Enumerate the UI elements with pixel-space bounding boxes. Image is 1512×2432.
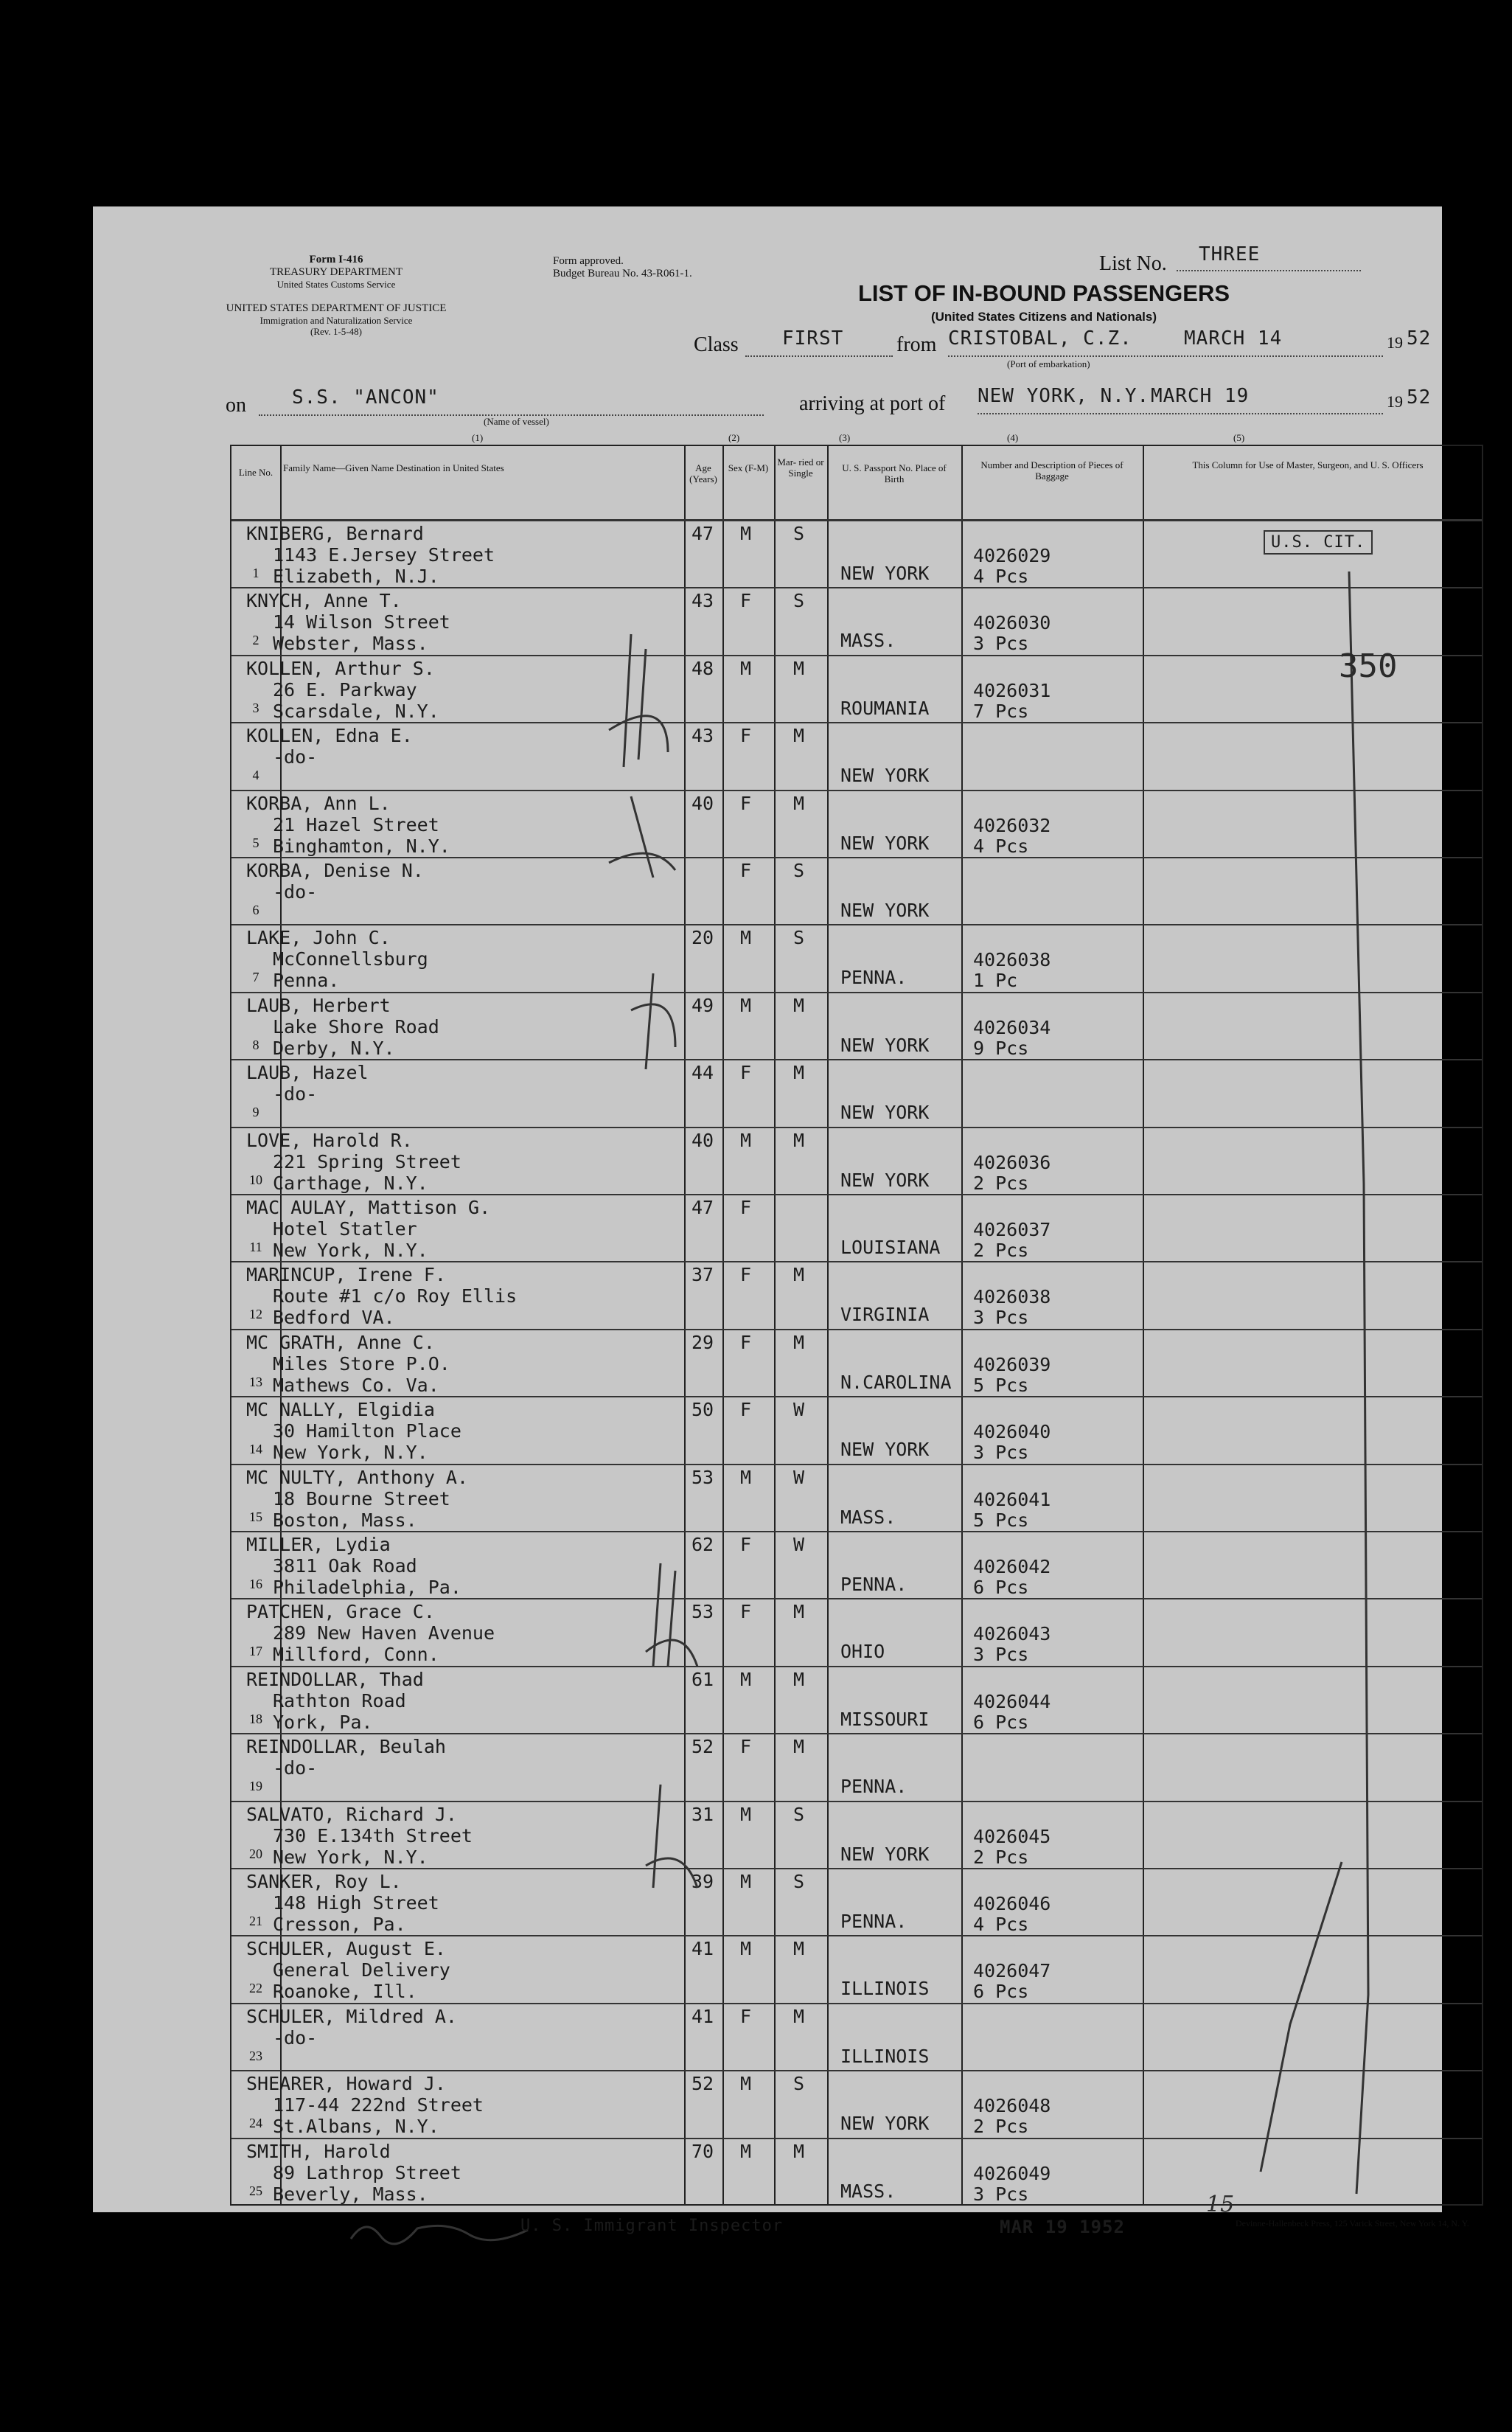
address-line-1: 26 E. Parkway — [273, 678, 417, 701]
list-no-label: List No. — [1099, 252, 1167, 275]
passenger-sex: M — [740, 657, 752, 679]
baggage-pieces: 3 Pcs — [973, 1644, 1029, 1666]
place-of-birth: N.CAROLINA — [840, 1371, 952, 1393]
page-title: LIST OF IN-BOUND PASSENGERS — [857, 280, 1230, 306]
passenger-sex: F — [740, 725, 752, 747]
col-header-name: Family Name—Given Name Destination in United States — [283, 462, 504, 473]
col-header-officers: This Column for Use of Master, Surgeon, and U. S. Officers — [1192, 459, 1424, 470]
passenger-sex: F — [740, 1197, 752, 1218]
passenger-sex: F — [740, 792, 752, 814]
baggage-number: 4026039 — [973, 1353, 1051, 1375]
handwritten-page-number: 350 — [1339, 647, 1398, 685]
passenger-age: 43 — [691, 590, 714, 612]
baggage-number: 4026029 — [973, 545, 1051, 566]
place-of-birth: NEW YORK — [840, 832, 930, 854]
dept-justice-sub: Immigration and Naturalization Service — [259, 315, 413, 326]
handwritten-marks — [565, 619, 786, 2168]
row-line-number: 9 — [252, 1105, 259, 1120]
baggage-pieces: 2 Pcs — [973, 1846, 1029, 1868]
passenger-age: 41 — [691, 2005, 714, 2027]
form-revision: (Rev. 1-5-48) — [310, 326, 362, 337]
col-number-5: (5) — [1233, 432, 1245, 443]
from-field — [948, 327, 1383, 357]
address-line-1: 21 Hazel Street — [273, 813, 439, 835]
baggage-pieces: 4 Pcs — [973, 1914, 1029, 1935]
baggage-number: 4026036 — [973, 1151, 1051, 1173]
row-line-number: 17 — [249, 1644, 262, 1659]
baggage-pieces: 2 Pcs — [973, 2116, 1029, 2138]
row-line-number: 6 — [252, 903, 259, 917]
address-line-1: Hotel Statler — [273, 1218, 417, 1240]
passenger-sex: M — [740, 2073, 752, 2095]
address-line-1: Lake Shore Road — [273, 1015, 439, 1038]
place-of-birth: PENNA. — [840, 1776, 907, 1798]
row-line-number: 13 — [249, 1374, 262, 1389]
address-line-2: Derby, N.Y. — [273, 1037, 395, 1059]
us-cit-stamp-text: U.S. CIT. — [1271, 533, 1366, 552]
address-line-2: Boston, Mass. — [273, 1509, 417, 1531]
passenger-sex: M — [740, 1871, 752, 1892]
baggage-number: 4026043 — [973, 1623, 1051, 1645]
passenger-age: 37 — [691, 1264, 714, 1286]
col-header-age: Age (Years) — [689, 462, 717, 484]
vessel-name: S.S. "ANCON" — [292, 386, 439, 409]
passenger-name: MC NULTY, Anthony A. — [246, 1466, 469, 1488]
address-line-1: -do- — [273, 2026, 318, 2049]
row-line-number: 18 — [249, 1711, 262, 1726]
marital-status: S — [793, 2073, 805, 2095]
address-line-2: Mathews Co. Va. — [273, 1374, 439, 1396]
place-of-birth: MISSOURI — [840, 1708, 930, 1730]
vessel-field — [259, 386, 764, 416]
address-line-1: 289 New Haven Avenue — [273, 1622, 495, 1644]
passenger-name: KNIBERG, Bernard — [246, 523, 424, 544]
address-line-2: Penna. — [273, 970, 340, 992]
passenger-age: 49 — [691, 994, 714, 1016]
passenger-age: 47 — [691, 523, 714, 544]
dept-treasury: TREASURY DEPARTMENT — [269, 266, 403, 278]
baggage-number: 4026049 — [973, 2162, 1051, 2184]
passenger-name: REINDOLLAR, Thad — [246, 1668, 424, 1690]
dept-justice: UNITED STATES DEPARTMENT OF JUSTICE — [226, 302, 447, 314]
form-header-justice — [218, 302, 454, 337]
passenger-sex: M — [740, 994, 752, 1016]
row-line-number: 11 — [249, 1240, 262, 1254]
passenger-sex: M — [740, 1803, 752, 1825]
address-line-1: -do- — [273, 881, 318, 903]
row-line-number: 23 — [249, 2048, 262, 2063]
marital-status: W — [793, 1534, 805, 1555]
address-line-2: Carthage, N.Y. — [273, 1172, 428, 1194]
arrival-field — [978, 385, 1383, 414]
baggage-number: 4026041 — [973, 1488, 1051, 1510]
address-line-2: St.Albans, N.Y. — [273, 2116, 439, 2138]
budget-text: Budget Bureau No. 43-R061-1. — [553, 268, 692, 279]
row-line-number: 5 — [252, 835, 259, 850]
place-of-birth: NEW YORK — [840, 900, 930, 921]
baggage-number: 4026038 — [973, 1286, 1051, 1308]
passenger-sex: M — [740, 927, 752, 949]
marital-status: M — [793, 1264, 805, 1286]
baggage-pieces: 2 Pcs — [973, 1172, 1029, 1194]
passenger-sex: F — [740, 1534, 752, 1555]
row-line-number: 12 — [249, 1307, 262, 1322]
row-line-number: 3 — [252, 700, 259, 715]
printer-imprint: Devinne-Hallenbeck Press, 125 Varick Street, New York 14, N. Y. — [1236, 2218, 1469, 2228]
address-line-2: Roanoke, Ill. — [273, 1981, 417, 2003]
address-line-1: 14 Wilson Street — [273, 611, 450, 633]
passenger-name: SALVATO, Richard J. — [246, 1803, 457, 1825]
place-of-birth: NEW YORK — [840, 1843, 930, 1865]
address-line-1: 3811 Oak Road — [273, 1555, 417, 1577]
marital-status: M — [793, 2005, 805, 2027]
address-line-1: 221 Spring Street — [273, 1150, 461, 1172]
passenger-name: SCHULER, August E. — [246, 1938, 446, 1960]
from-port: CRISTOBAL, C.Z. — [948, 327, 1132, 350]
baggage-number: 4026042 — [973, 1556, 1051, 1577]
passenger-age: 52 — [691, 1736, 714, 1758]
passenger-name: REINDOLLAR, Beulah — [246, 1736, 446, 1758]
baggage-number: 4026044 — [973, 1690, 1051, 1712]
baggage-pieces: 4 Pcs — [973, 835, 1029, 857]
baggage-number: 4026032 — [973, 814, 1051, 836]
col-header-married: Mar- ried or Single — [777, 456, 824, 479]
passenger-age: 44 — [691, 1062, 714, 1084]
row-line-number: 25 — [249, 2183, 262, 2198]
marital-status: S — [793, 1871, 805, 1892]
marital-status: M — [793, 725, 805, 747]
dept-treasury-sub: United States Customs Service — [276, 279, 396, 290]
passenger-age: 29 — [691, 1331, 714, 1353]
row-line-number: 20 — [249, 1846, 262, 1861]
address-line-1: 89 Lathrop Street — [273, 2161, 461, 2183]
from-year: 52 — [1407, 327, 1432, 350]
place-of-birth: MASS. — [840, 630, 896, 652]
col-number-2: (2) — [728, 432, 740, 443]
officer-pencil-mark — [1143, 520, 1482, 2204]
place-of-birth: ILLINOIS — [840, 1978, 930, 2000]
passenger-sex: M — [740, 1129, 752, 1151]
address-line-1: 1143 E.Jersey Street — [273, 544, 495, 566]
passenger-sex: F — [740, 1331, 752, 1353]
address-line-2: New York, N.Y. — [273, 1240, 428, 1261]
passenger-name: SANKER, Roy L. — [246, 1871, 402, 1892]
passenger-age: 48 — [691, 657, 714, 679]
address-line-2: Millford, Conn. — [273, 1644, 439, 1666]
marital-status: M — [793, 1736, 805, 1758]
passenger-name: KOLLEN, Edna E. — [246, 725, 413, 747]
baggage-pieces: 9 Pcs — [973, 1037, 1029, 1059]
marital-status: W — [793, 1399, 805, 1421]
class-value: FIRST — [782, 327, 844, 350]
address-line-2: York, Pa. — [273, 1711, 373, 1733]
baggage-number: 4026048 — [973, 2095, 1051, 2117]
passenger-name: SCHULER, Mildred A. — [246, 2005, 457, 2027]
on-label: on — [226, 394, 246, 417]
baggage-pieces: 5 Pcs — [973, 1509, 1029, 1531]
col-header-line: Line No. — [238, 467, 274, 478]
baggage-pieces: 7 Pcs — [973, 700, 1029, 722]
baggage-pieces: 5 Pcs — [973, 1374, 1029, 1396]
passenger-table — [230, 445, 1483, 2206]
place-of-birth: ILLINOIS — [840, 2045, 930, 2067]
marital-status: M — [793, 1331, 805, 1353]
passenger-sex: M — [740, 523, 752, 544]
page-subtitle: (United States Citizens and Nationals) — [930, 310, 1157, 324]
baggage-number: 4026045 — [973, 1825, 1051, 1847]
col-number-1: (1) — [472, 432, 484, 443]
address-line-1: -do- — [273, 1757, 318, 1779]
address-line-2: Bedford VA. — [273, 1307, 395, 1329]
address-line-1: 730 E.134th Street — [273, 1824, 473, 1846]
marital-status: M — [793, 2140, 805, 2162]
passenger-sex: F — [740, 1062, 752, 1084]
passenger-name: PATCHEN, Grace C. — [246, 1601, 435, 1623]
arriving-label: arriving at port of — [799, 392, 946, 415]
place-of-birth: VIRGINIA — [840, 1304, 930, 1326]
address-line-1: General Delivery — [273, 1959, 450, 1981]
marital-status: M — [793, 1601, 805, 1623]
place-of-birth: NEW YORK — [840, 563, 930, 584]
baggage-pieces: 6 Pcs — [973, 1577, 1029, 1598]
col-header-sex: Sex (F-M) — [728, 462, 769, 473]
marital-status: M — [793, 1938, 805, 1960]
row-line-number: 22 — [249, 1981, 262, 1996]
address-line-2: Philadelphia, Pa. — [273, 1577, 461, 1598]
baggage-pieces: 3 Pcs — [973, 1307, 1029, 1329]
baggage-pieces: 3 Pcs — [973, 1442, 1029, 1464]
passenger-name: SMITH, Harold — [246, 2140, 391, 2162]
list-no-field — [1177, 243, 1361, 271]
row-line-number: 10 — [249, 1172, 262, 1187]
arrival-year-prefix: 19 — [1387, 392, 1403, 411]
col-number-4: (4) — [1007, 432, 1019, 443]
manifest-page — [93, 206, 1469, 2237]
marital-status: M — [793, 657, 805, 679]
marital-status: M — [793, 1668, 805, 1690]
passenger-name: MAC AULAY, Mattison G. — [246, 1197, 491, 1218]
passenger-sex: M — [740, 1668, 752, 1690]
from-date: MARCH 14 — [1184, 327, 1283, 350]
arrival-date: MARCH 19 — [1151, 385, 1250, 407]
arrival-year: 52 — [1407, 386, 1432, 409]
passenger-age: 40 — [691, 792, 714, 814]
address-line-2: New York, N.Y. — [273, 1846, 428, 1868]
row-line-number: 16 — [249, 1577, 262, 1591]
passenger-age: 31 — [691, 1803, 714, 1825]
address-line-1: 18 Bourne Street — [273, 1487, 450, 1509]
marital-status: M — [793, 1062, 805, 1084]
place-of-birth: PENNA. — [840, 1911, 907, 1932]
address-line-1: 30 Hamilton Place — [273, 1420, 461, 1442]
passenger-age: 62 — [691, 1534, 714, 1555]
address-line-1: -do- — [273, 1083, 318, 1105]
place-of-birth: NEW YORK — [840, 1034, 930, 1056]
place-of-birth: NEW YORK — [840, 1102, 930, 1124]
passenger-name: KNYCH, Anne T. — [246, 590, 402, 612]
baggage-pieces: 4 Pcs — [973, 566, 1029, 587]
address-line-2: Scarsdale, N.Y. — [273, 700, 439, 722]
marital-status: S — [793, 860, 805, 881]
baggage-number: 4026037 — [973, 1219, 1051, 1240]
place-of-birth: NEW YORK — [840, 2113, 930, 2135]
row-line-number: 2 — [252, 633, 259, 648]
form-approval — [553, 255, 774, 280]
address-line-2: Cresson, Pa. — [273, 1914, 406, 1935]
baggage-number: 4026047 — [973, 1960, 1051, 1982]
address-line-2: Webster, Mass. — [273, 633, 428, 655]
baggage-pieces: 1 Pc — [973, 970, 1018, 992]
place-of-birth: PENNA. — [840, 967, 907, 989]
address-line-1: Rathton Road — [273, 1689, 406, 1712]
from-year-prefix: 19 — [1387, 333, 1403, 352]
date-stamp: MAR 19 1952 — [1000, 2217, 1125, 2237]
passenger-name: LOVE, Harold R. — [246, 1129, 413, 1151]
passenger-age: 47 — [691, 1197, 714, 1218]
passenger-name: MC GRATH, Anne C. — [246, 1331, 435, 1353]
passenger-name: MILLER, Lydia — [246, 1534, 391, 1555]
marital-status: S — [793, 590, 805, 612]
address-line-1: Miles Store P.O. — [273, 1352, 450, 1375]
place-of-birth: ROUMANIA — [840, 697, 930, 719]
place-of-birth: NEW YORK — [840, 765, 930, 787]
baggage-pieces: 6 Pcs — [973, 1981, 1029, 2003]
row-line-number: 4 — [252, 768, 259, 783]
class-label: Class — [694, 333, 739, 356]
handwritten-note: 15 — [1206, 2192, 1235, 2217]
row-line-number: 14 — [249, 1442, 262, 1457]
passenger-age: 50 — [691, 1399, 714, 1421]
passenger-sex: F — [740, 1601, 752, 1623]
arrival-port: NEW YORK, N.Y. — [978, 385, 1150, 407]
list-no-value: THREE — [1199, 243, 1261, 265]
passenger-age: 43 — [691, 725, 714, 747]
place-of-birth: LOUISIANA — [840, 1237, 941, 1258]
passenger-age: 20 — [691, 927, 714, 949]
passenger-age: 53 — [691, 1601, 714, 1623]
row-line-number: 8 — [252, 1037, 259, 1052]
address-line-2: Binghamton, N.Y. — [273, 835, 450, 857]
passenger-name: SHEARER, Howard J. — [246, 2073, 446, 2095]
col-header-passport: U. S. Passport No. Place of Birth — [842, 462, 947, 484]
marital-status: S — [793, 927, 805, 949]
passenger-name: LAUB, Hazel — [246, 1062, 369, 1084]
passenger-sex: F — [740, 860, 752, 881]
baggage-pieces: 2 Pcs — [973, 1240, 1029, 1261]
address-line-1: 148 High Street — [273, 1892, 439, 1914]
passenger-age: 40 — [691, 1129, 714, 1151]
place-of-birth: MASS. — [840, 2180, 896, 2202]
baggage-number: 4026034 — [973, 1016, 1051, 1038]
row-line-number: 7 — [252, 970, 259, 985]
baggage-number: 4026040 — [973, 1421, 1051, 1443]
approval-text: Form approved. — [553, 255, 624, 267]
passenger-sex: F — [740, 1736, 752, 1758]
row-line-number: 24 — [249, 2116, 262, 2131]
passenger-name: KORBA, Ann L. — [246, 792, 391, 814]
row-line-number: 21 — [249, 1914, 262, 1928]
passenger-name: MARINCUP, Irene F. — [246, 1264, 446, 1286]
passenger-age: 70 — [691, 2140, 714, 2162]
baggage-number: 4026046 — [973, 1893, 1051, 1914]
row-line-number: 15 — [249, 1509, 262, 1524]
vessel-label: (Name of vessel) — [484, 416, 549, 427]
passenger-age: 61 — [691, 1668, 714, 1690]
place-of-birth: PENNA. — [840, 1574, 907, 1595]
inspector-label: U. S. Immigrant Inspector — [520, 2217, 784, 2235]
passenger-sex: F — [740, 590, 752, 612]
address-line-2: New York, N.Y. — [273, 1442, 428, 1464]
passenger-name: LAUB, Herbert — [246, 994, 391, 1016]
baggage-pieces: 6 Pcs — [973, 1711, 1029, 1733]
baggage-number: 4026038 — [973, 949, 1051, 971]
passenger-name: MC NALLY, Elgidia — [246, 1399, 435, 1421]
marital-status: M — [793, 792, 805, 814]
marital-status: W — [793, 1466, 805, 1488]
passenger-age: 52 — [691, 2073, 714, 2095]
form-number: Form I-416 — [309, 254, 363, 265]
passenger-age: 41 — [691, 1938, 714, 1960]
marital-status: S — [793, 523, 805, 544]
address-line-1: McConnellsburg — [273, 948, 428, 970]
baggage-pieces: 3 Pcs — [973, 2183, 1029, 2205]
passenger-sex: M — [740, 2140, 752, 2162]
passenger-sex: F — [740, 1264, 752, 1286]
marital-status: M — [793, 994, 805, 1016]
place-of-birth: NEW YORK — [840, 1169, 930, 1191]
passenger-sex: F — [740, 2005, 752, 2027]
baggage-number: 4026031 — [973, 679, 1051, 701]
baggage-pieces: 3 Pcs — [973, 633, 1029, 655]
address-line-1: Route #1 c/o Roy Ellis — [273, 1285, 518, 1307]
passenger-sex: F — [740, 1399, 752, 1421]
place-of-birth: NEW YORK — [840, 1439, 930, 1461]
row-line-number: 19 — [249, 1779, 262, 1794]
col-number-3: (3) — [839, 432, 851, 443]
address-line-1: -do- — [273, 746, 318, 768]
passenger-age: 53 — [691, 1466, 714, 1488]
port-embark-label: (Port of embarkation) — [1007, 358, 1090, 369]
form-header-left — [240, 254, 432, 290]
baggage-number: 4026030 — [973, 612, 1051, 634]
address-line-2: Beverly, Mass. — [273, 2183, 428, 2205]
passenger-name: KOLLEN, Arthur S. — [246, 657, 435, 679]
passenger-sex: M — [740, 1938, 752, 1960]
class-field — [745, 327, 893, 357]
address-line-2: Elizabeth, N.J. — [273, 566, 439, 587]
passenger-name: LAKE, John C. — [246, 927, 391, 949]
place-of-birth: OHIO — [840, 1641, 885, 1663]
marital-status: M — [793, 1129, 805, 1151]
place-of-birth: MASS. — [840, 1506, 896, 1528]
row-line-number: 1 — [252, 566, 259, 580]
col-header-baggage: Number and Description of Pieces of Baggage — [980, 459, 1123, 482]
passenger-sex: M — [740, 1466, 752, 1488]
from-label: from — [896, 333, 937, 356]
passenger-name: KORBA, Denise N. — [246, 860, 424, 881]
marital-status: S — [793, 1803, 805, 1825]
address-line-1: 117-44 222nd Street — [273, 2094, 484, 2116]
passenger-age: 39 — [691, 1871, 714, 1892]
